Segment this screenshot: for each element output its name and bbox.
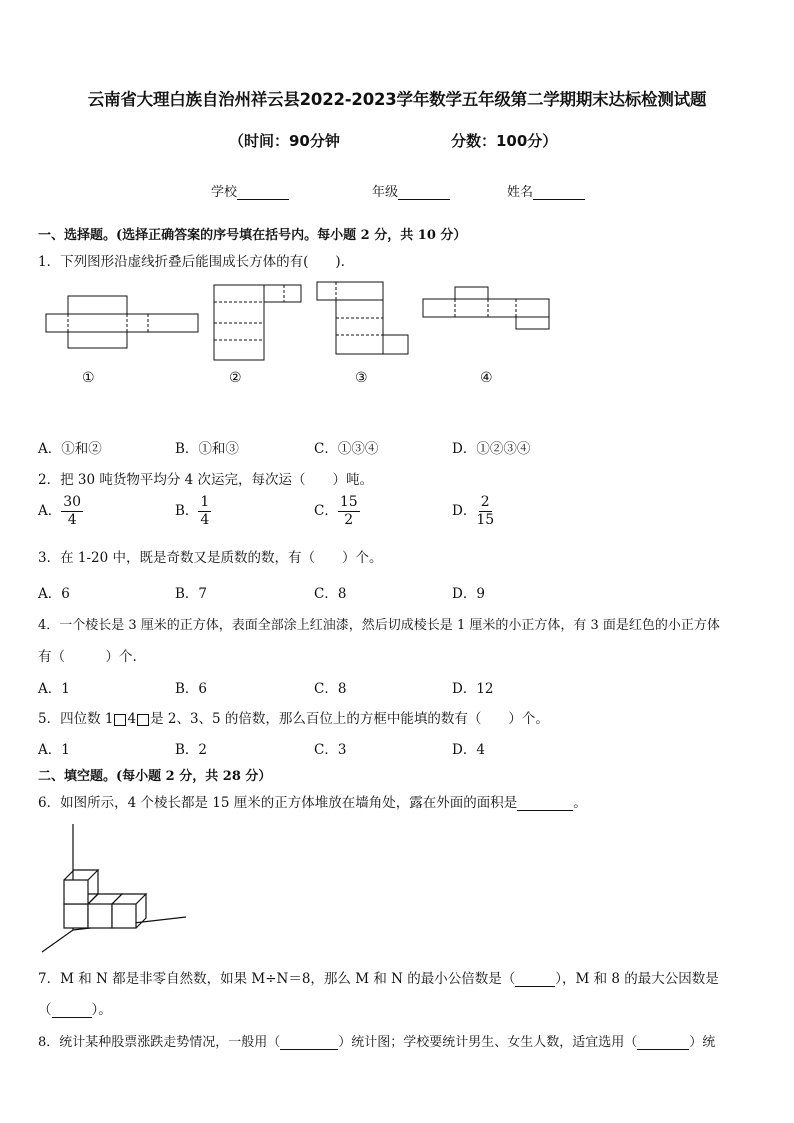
q2-option-d[interactable]: D． $\frac{2}{15}$ [452,494,495,528]
q4-option-b[interactable]: B．6 [175,681,208,697]
answer-blank[interactable] [280,1037,338,1050]
q5-option-d[interactable]: D．4 [452,742,485,758]
school-blank[interactable] [237,187,289,200]
q1-stem: 1．下列图形沿虚线折叠后能围成长方体的有( ). [38,254,345,270]
section2-heading: 二、填空题。(每小题 2 分，共 28 分） [38,769,272,784]
school-label: 学校 [211,185,238,200]
q3-option-d[interactable]: D．9 [452,586,485,602]
q3-stem: 3．在 1-20 中，既是奇数又是质数的数，有（ ）个。 [38,550,383,566]
q7-stem-line2: （ ）。 [38,1002,112,1018]
q1-option-c[interactable]: C．①③④ [314,441,379,457]
q4-option-a[interactable]: A．1 [38,681,70,697]
figure-label-2: ② [229,370,242,386]
q6-cubes-figure [38,820,198,955]
name-field [507,181,585,200]
answer-blank[interactable] [515,974,555,987]
q4-stem-line1: 4．一个棱长是 3 厘米的正方体，表面全部涂上红油漆，然后切成棱长是 1 厘米的小正方体，有 3 面是红色的小正方体 [38,618,720,633]
q5-option-b[interactable]: B．2 [175,742,208,758]
name-blank[interactable] [533,187,585,200]
q4-option-d[interactable]: D．12 [452,681,494,697]
q2-option-a[interactable]: A． $\frac{30}{4}$ [38,494,82,528]
figure-label-3: ③ [355,370,368,386]
q2-stem: 2．把 30 吨货物平均分 4 次运完，每次运（ ）吨。 [38,472,374,488]
q3-option-c[interactable]: C．8 [314,586,347,602]
net-figure-3 [317,282,408,354]
q2-option-c[interactable]: C． $\frac{15}{2}$ [314,494,358,528]
fraction: $\frac{30}{4}$ [63,494,82,528]
cube [64,870,98,904]
floor-left-line [42,930,73,952]
answer-blank[interactable] [517,798,573,811]
digit-box [114,714,126,726]
fraction: $\frac{2}{15}$ [476,494,495,528]
figure-label-1: ① [82,370,95,386]
exam-score: 分数：100分） [451,132,558,150]
q5-stem: 5．四位数 1 4 是 2、3、5 的倍数，那么百位上的方框中能填的数有（ ）个。 [38,711,549,727]
q1-nets-figure [40,278,560,368]
school-field [211,181,289,200]
q6-stem: 6．如图所示，4 个棱长都是 15 厘米的正方体堆放在墙角处，露在外面的面积是 。 [38,795,587,811]
name-label: 姓名 [507,185,534,200]
q7-stem-line1: 7．M 和 N 都是非零自然数，如果 M÷N＝8，那么 M 和 N 的最小公倍数是（ ），M 和 8 的最大公因数是 [38,971,719,987]
grade-blank[interactable] [398,187,450,200]
q8-stem: 8．统计某种股票涨跌走势情况，一般用（ ）统计图；学校要统计男生、女生人数，适宜选用（ ）统 [38,1035,716,1050]
answer-blank[interactable] [637,1037,689,1050]
net-figure-2 [214,285,301,360]
q4-stem-line2: 有（ ）个. [38,649,137,665]
net-figure-4 [423,287,549,329]
q1-option-d[interactable]: D．①②③④ [452,441,531,457]
fraction: $\frac{1}{4}$ [200,494,210,528]
net-figure-1 [46,296,198,348]
grade-field [372,181,450,200]
fraction: $\frac{15}{2}$ [339,494,358,528]
exam-time: （时间：90分钟 [229,132,340,150]
figure-label-4: ④ [480,370,493,386]
grade-label: 年级 [372,185,399,200]
answer-blank[interactable] [52,1005,92,1018]
page-title: 云南省大理白族自治州祥云县2022-2023学年数学五年级第二学期期末达标检测试题 [87,90,707,109]
q1-option-a[interactable]: A．①和② [38,441,102,457]
section1-heading: 一、选择题。(选择正确答案的序号填在括号内。每小题 2 分，共 10 分） [38,228,467,243]
digit-box [137,714,149,726]
q5-option-a[interactable]: A．1 [38,742,70,758]
q2-option-b[interactable]: B． $\frac{1}{4}$ [175,494,210,528]
q3-option-a[interactable]: A．6 [38,586,70,602]
q5-option-c[interactable]: C．3 [314,742,347,758]
q3-option-b[interactable]: B．7 [175,586,208,602]
q1-option-b[interactable]: B．①和③ [175,441,239,457]
q4-option-c[interactable]: C．8 [314,681,347,697]
cube [112,894,146,928]
